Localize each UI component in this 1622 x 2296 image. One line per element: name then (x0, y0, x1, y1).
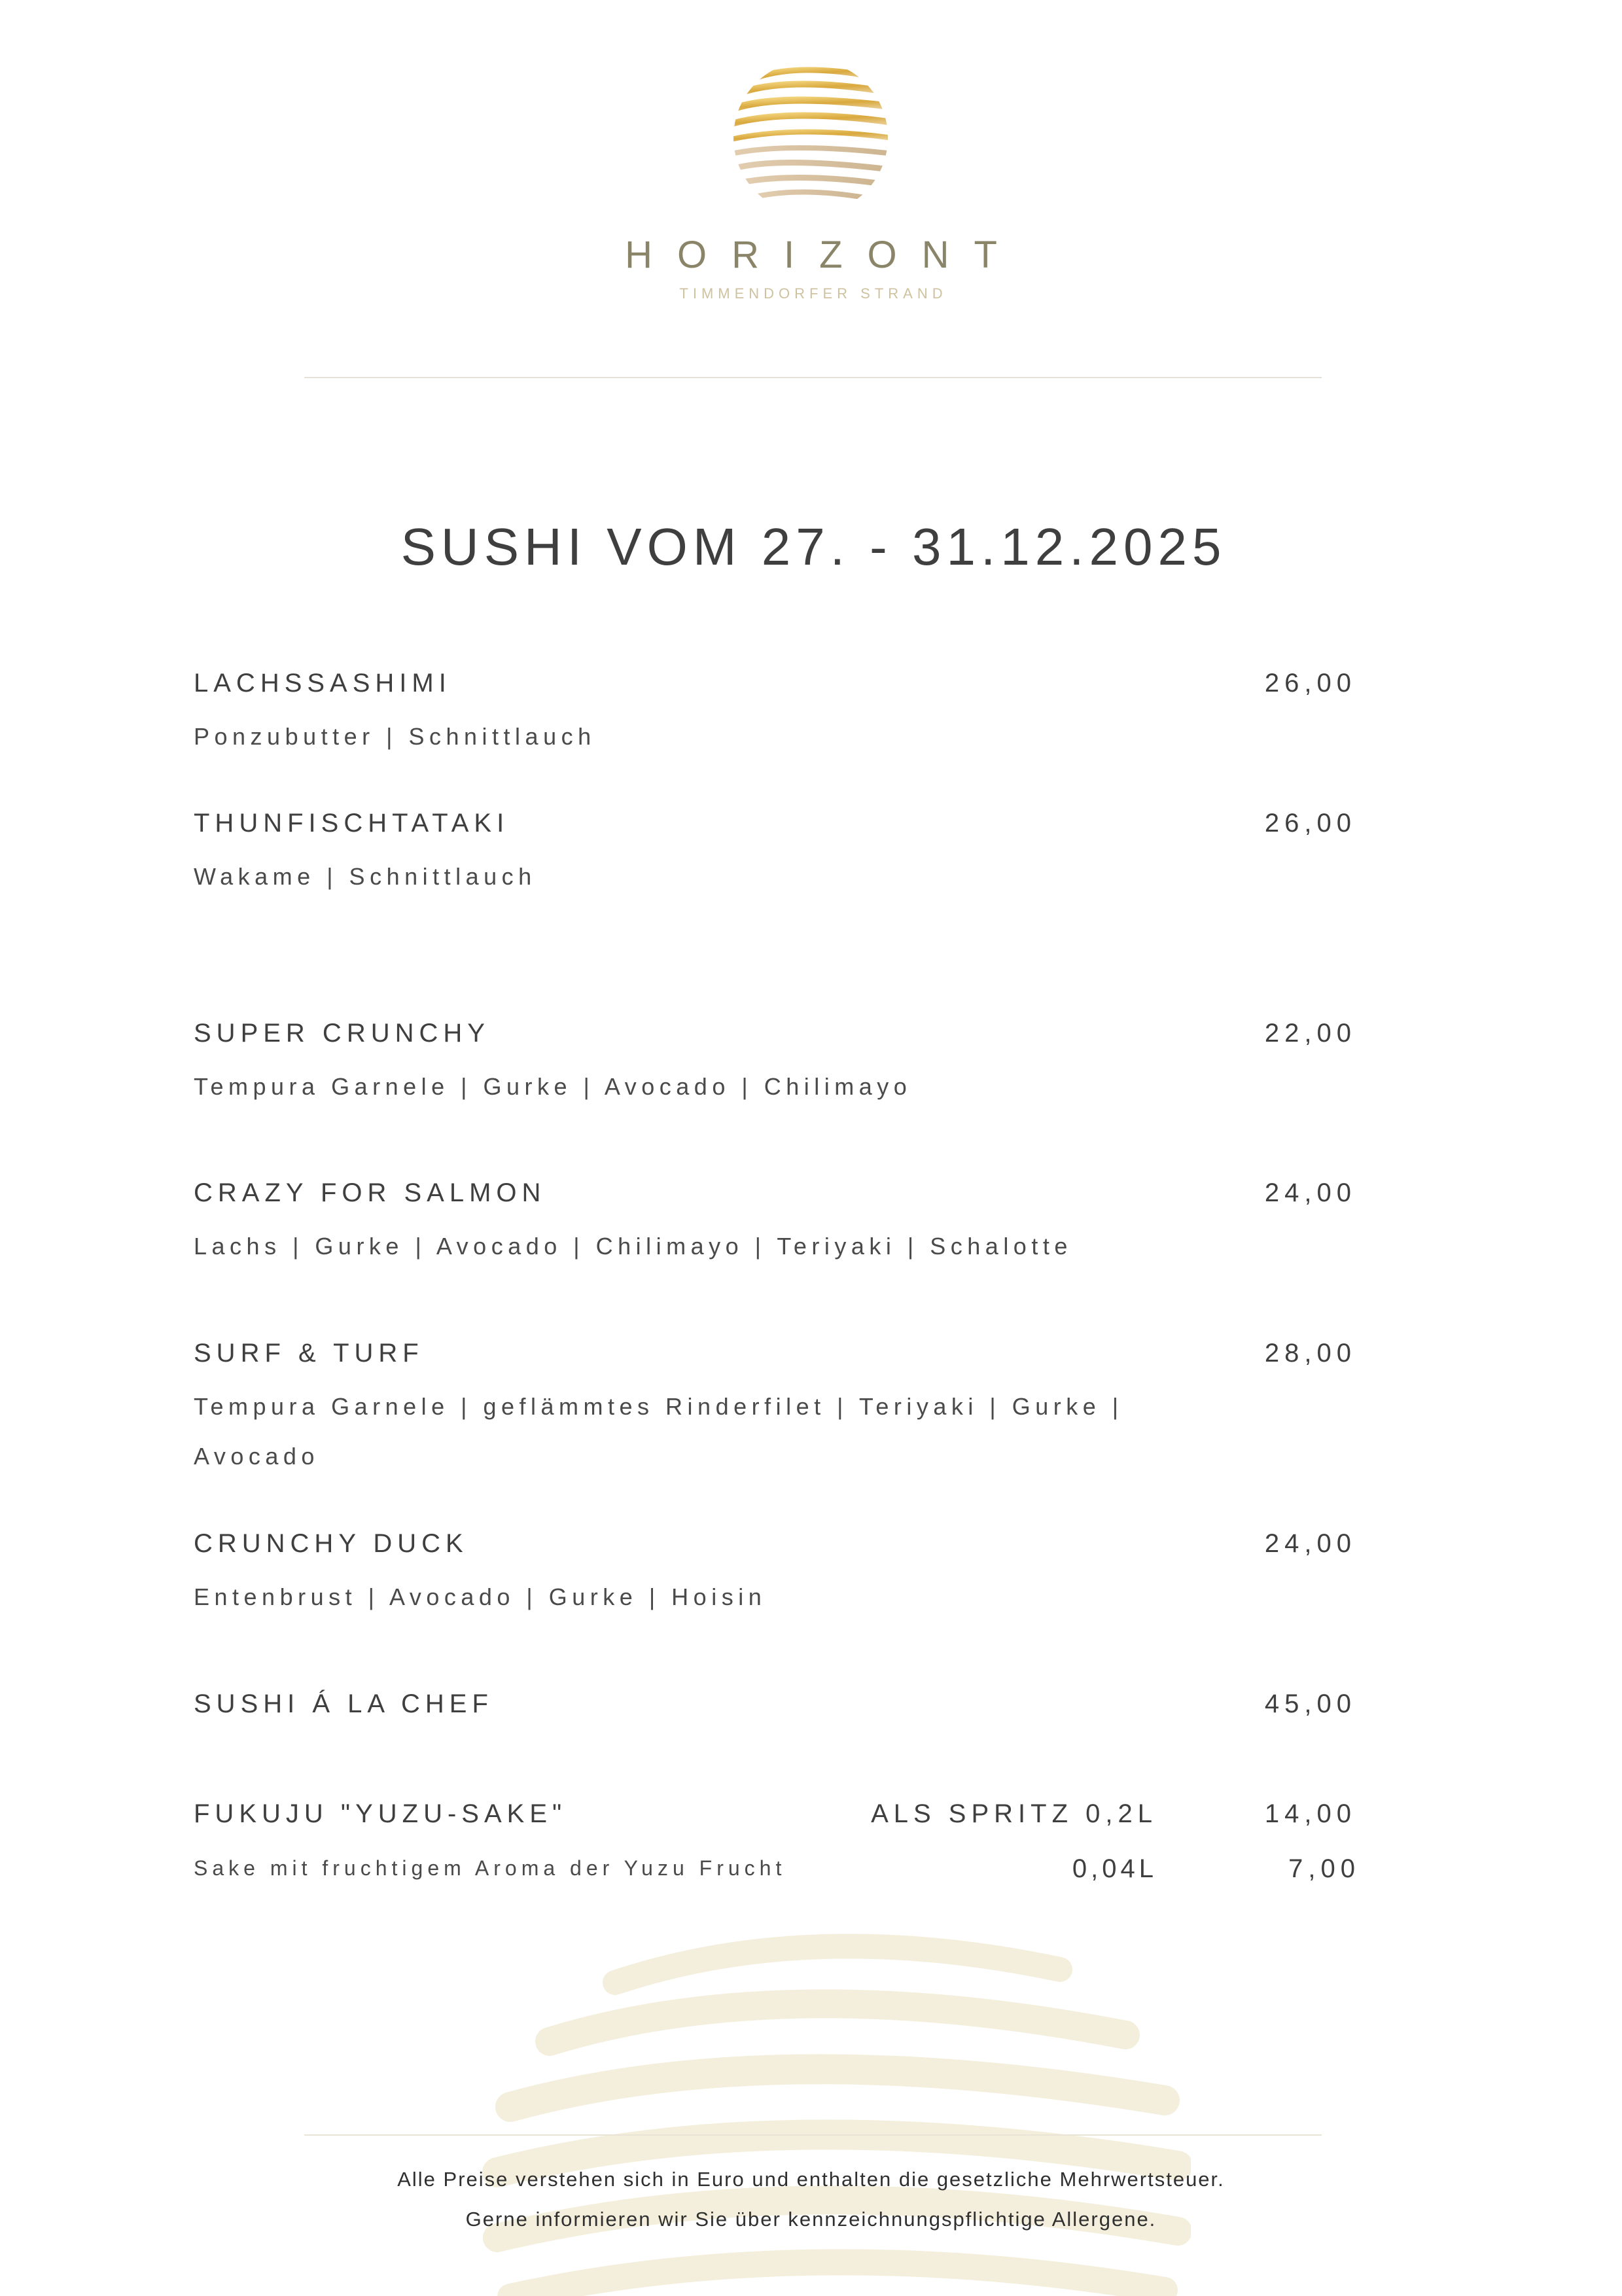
item-price: 45,00 (1264, 1689, 1356, 1718)
footer-price-note: Alle Preise verstehen sich in Euro und enthalten die gesetzliche Mehrwertsteuer. (397, 2168, 1225, 2191)
item-name: SUPER CRUNCHY (194, 1019, 490, 1048)
bottom-divider (304, 2134, 1322, 2136)
drink-name: FUKUJU "YUZU-SAKE" (194, 1799, 567, 1828)
item-description-continued: Avocado (194, 1443, 319, 1470)
footer-allergen-note: Gerne informieren wir Sie über kennzeichnungspflichtige Allergene. (465, 2208, 1157, 2231)
drink-price-glass: 7,00 (1288, 1854, 1360, 1883)
item-name: CRUNCHY DUCK (194, 1529, 468, 1558)
wave-watermark-icon (471, 1924, 1191, 2296)
item-price: 26,00 (1264, 809, 1356, 838)
drink-size-glass: 0,04L (1072, 1854, 1157, 1883)
item-name: SURF & TURF (194, 1339, 424, 1368)
item-price: 22,00 (1264, 1019, 1356, 1048)
item-price: 28,00 (1264, 1339, 1356, 1368)
item-name: THUNFISCHTATAKI (194, 809, 510, 838)
page-title: SUSHI VOM 27. - 31.12.2025 (400, 518, 1227, 576)
brand-subtitle: TIMMENDORFER STRAND (679, 285, 947, 302)
item-name: LACHSSASHIMI (194, 669, 451, 698)
item-name: CRAZY FOR SALMON (194, 1178, 546, 1207)
item-name: SUSHI Á LA CHEF (194, 1689, 493, 1718)
item-description: Ponzubutter | Schnittlauch (194, 723, 596, 750)
drink-size-spritz: ALS SPRITZ 0,2L (871, 1799, 1157, 1828)
golden-wave-sphere-icon (731, 58, 891, 218)
item-description: Entenbrust | Avocado | Gurke | Hoisin (194, 1583, 767, 1610)
item-price: 24,00 (1264, 1529, 1356, 1558)
item-description: Lachs | Gurke | Avocado | Chilimayo | Teriyaki | Schalotte (194, 1233, 1072, 1260)
brand-name: HORIZONT (625, 234, 1022, 276)
item-description: Tempura Garnele | Gurke | Avocado | Chilimayo (194, 1073, 912, 1100)
item-description: Wakame | Schnittlauch (194, 863, 537, 890)
drink-description: Sake mit fruchtigem Aroma der Yuzu Frucht (194, 1856, 786, 1880)
top-divider (304, 377, 1322, 378)
item-price: 24,00 (1264, 1178, 1356, 1207)
item-description: Tempura Garnele | geflämmtes Rinderfilet | Teriyaki | Gurke | (194, 1393, 1123, 1420)
drink-price-spritz: 14,00 (1264, 1799, 1356, 1828)
item-price: 26,00 (1264, 669, 1356, 698)
